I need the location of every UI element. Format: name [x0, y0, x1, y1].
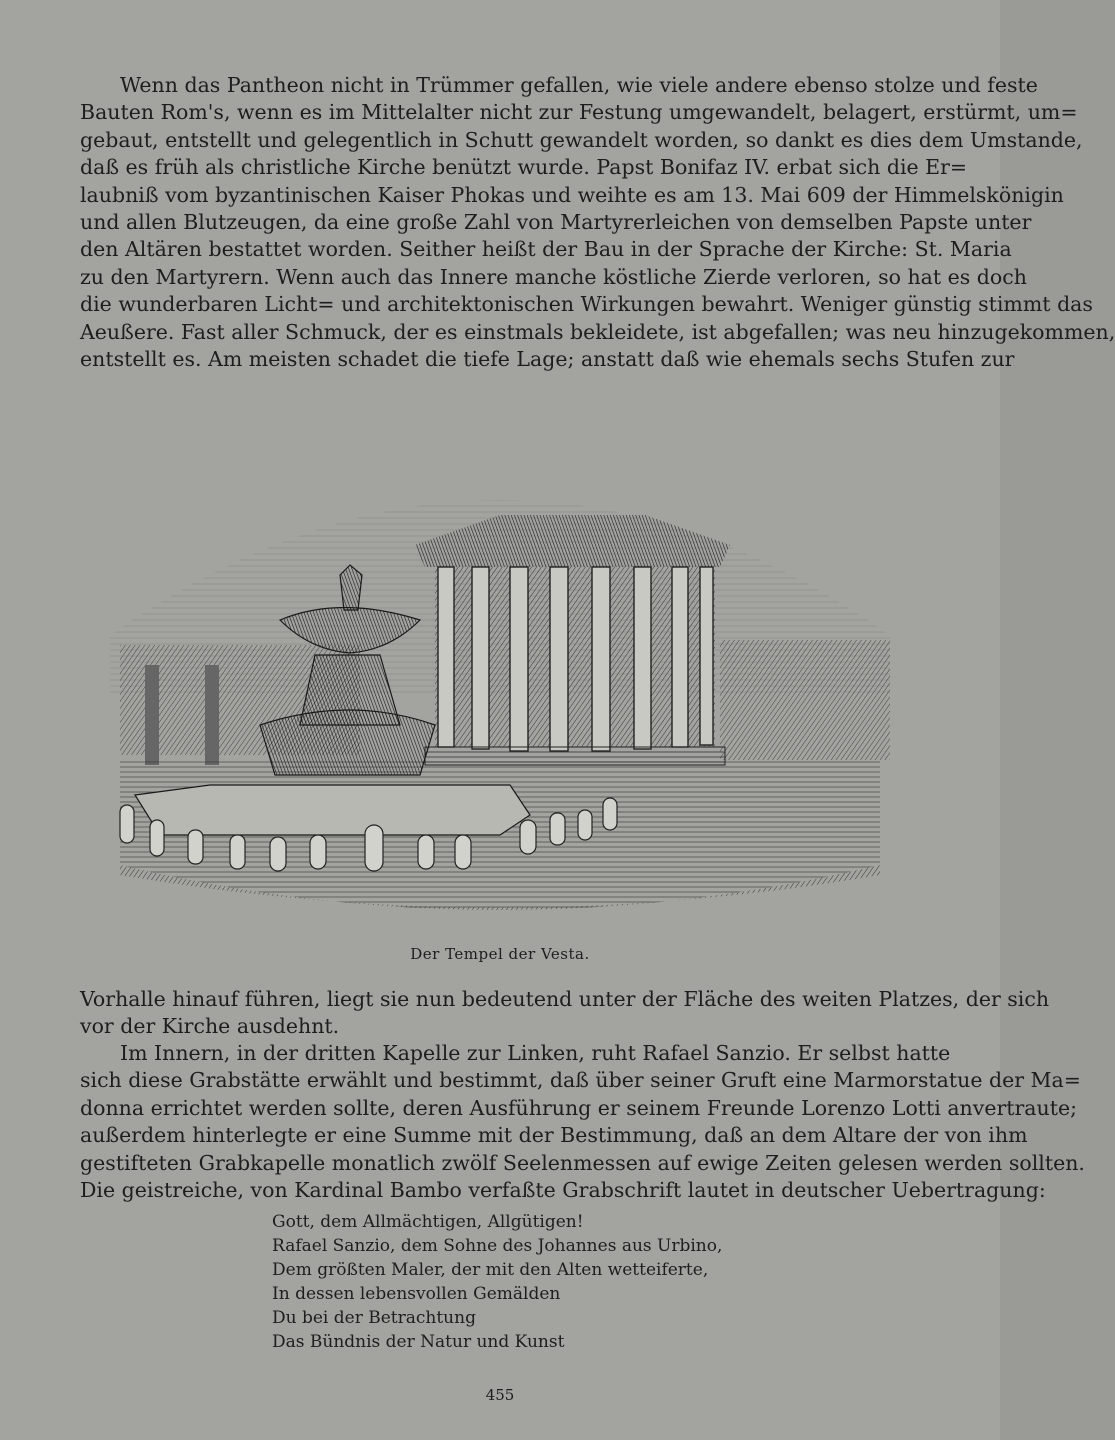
text-line: donna errichtet werden sollte, deren Ausführung er seinem Freunde Lorenzo Lotti anvertraute; [80, 1095, 1078, 1120]
text-line: gestifteten Grabkapelle monatlich zwölf Seelenmessen auf ewige Zeiten gelesen werden sollten. [80, 1150, 1085, 1175]
text-line: die wunderbaren Licht= und architektonischen Wirkungen bewahrt. Weniger günstig stimmt das [80, 292, 1093, 317]
poem-line: Du bei der Betrachtung [272, 1308, 476, 1328]
text-line: und allen Blutzeugen, da eine große Zahl von Martyrerleichen von demselben Papste unter [80, 210, 1032, 235]
text-line: Bauten Rom's, wenn es im Mittelalter nicht zur Festung umgewandelt, belagert, erstürmt, um= [80, 100, 1078, 125]
text-line: entstellt es. Am meisten schadet die tiefe Lage; anstatt daß wie ehemals sechs Stufen zur [80, 347, 1015, 372]
epitaph-poem [272, 1210, 722, 1354]
text-line: den Altären bestattet worden. Seither heißt der Bau in der Sprache der Kirche: St. Maria [80, 237, 1012, 262]
paragraph-continuation [80, 986, 1050, 1041]
text-line: daß es früh als christliche Kirche benützt wurde. Papst Bonifaz IV. erbat sich die Er= [80, 155, 968, 180]
page-number: 455 [485, 1386, 515, 1404]
text-line: sich diese Grabstätte erwählt und bestimmt, daß über seiner Gruft eine Marmorstatue der Ma= [80, 1068, 1081, 1093]
gate-pillar [205, 665, 219, 765]
temple-of-vesta-engraving [100, 395, 900, 935]
text-line: zu den Martyrern. Wenn auch das Innere manche köstliche Zierde verloren, so hat es doch [80, 264, 1027, 289]
text-line: Im Innern, in der dritten Kapelle zur Linken, ruht Rafael Sanzio. Er selbst hatte [120, 1041, 951, 1065]
text-line: außerdem hinterlegte er eine Summe mit der Bestimmung, daß an dem Altare der von ihm [80, 1123, 1028, 1148]
poem-line: Gott, dem Allmächtigen, Allgütigen! [272, 1212, 584, 1232]
poem-line: Rafael Sanzio, dem Sohne des Johannes aus Urbino, [272, 1236, 723, 1256]
text-line: gebaut, entstellt und gelegentlich in Schutt gewandelt worden, so dankt es dies dem Umstande, [80, 127, 1083, 152]
paragraph-rafael [80, 1040, 1085, 1204]
text-line: Vorhalle hinauf führen, liegt sie nun bedeutend unter der Fläche des weiten Platzes, der sich [80, 987, 1050, 1011]
text-line: Die geistreiche, von Kardinal Bambo verfaßte Grabschrift lautet in deutscher Uebertragung: [80, 1178, 1046, 1203]
paragraph-pantheon [80, 72, 1115, 373]
background-houses-right [720, 640, 890, 760]
gate-pillar [145, 665, 159, 765]
text-line: laubniß vom byzantinischen Kaiser Phokas und weihte es am 13. Mai 609 der Himmelskönigin [80, 182, 1064, 207]
figure-caption: Der Tempel der Vesta. [410, 945, 590, 963]
text-line: Aeußere. Fast aller Schmuck, der es einstmals bekleidete, ist abgefallen; was neu hinzugekommen, [80, 319, 1115, 344]
poem-line: In dessen lebensvollen Gemälden [272, 1284, 561, 1304]
poem-line: Dem größten Maler, der mit den Alten wetteiferte, [272, 1260, 709, 1280]
text-line: vor der Kirche ausdehnt. [80, 1014, 340, 1039]
poem-line: Das Bündnis der Natur und Kunst [272, 1332, 565, 1352]
text-line: Wenn das Pantheon nicht in Trümmer gefallen, wie viele andere ebenso stolze und feste [120, 73, 1038, 97]
